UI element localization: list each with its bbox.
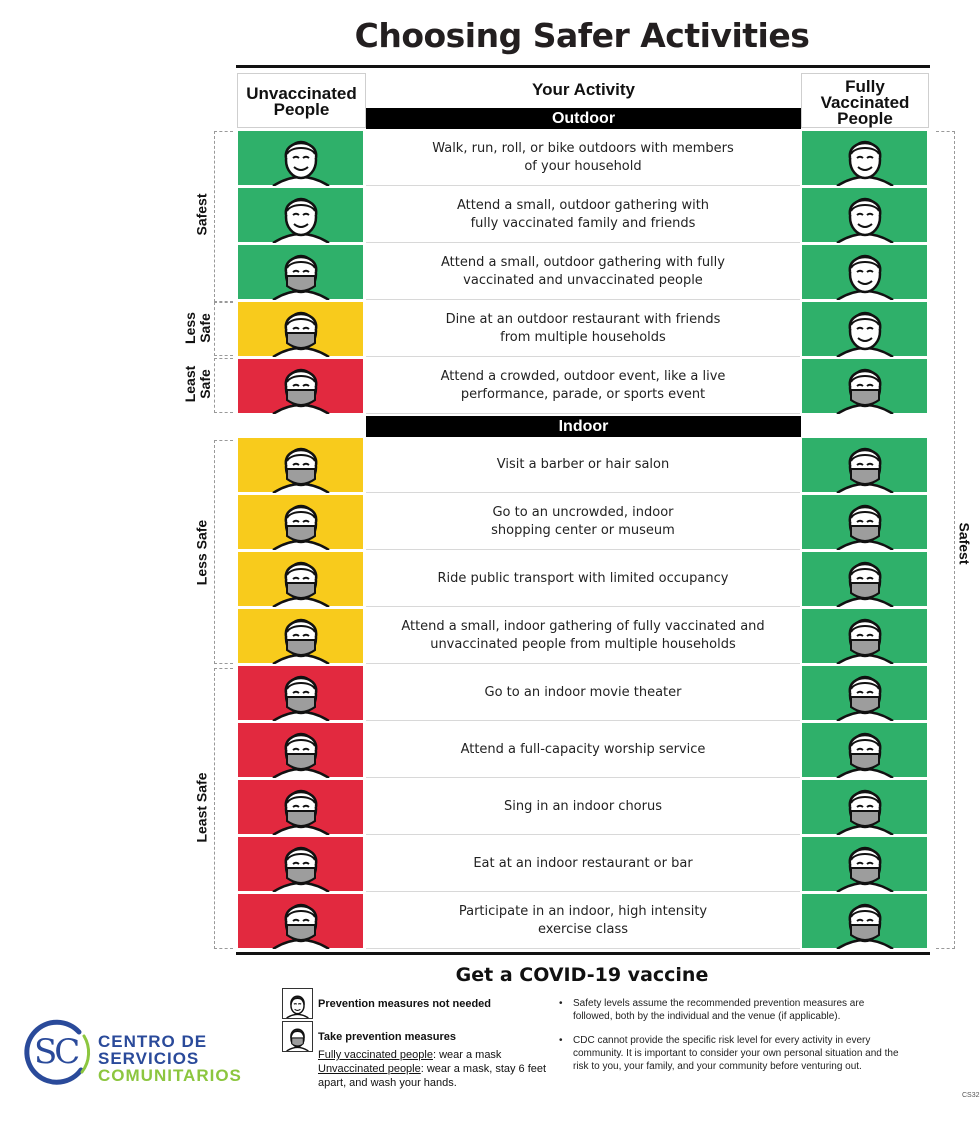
masked-face-icon (271, 555, 331, 607)
logo-line-2: SERVICIOS (98, 1049, 200, 1068)
table-row (237, 301, 928, 358)
activity-line: Attend a small, outdoor gathering with fully (441, 254, 725, 270)
face-wrapper (271, 726, 331, 782)
activity-lines (438, 570, 729, 588)
legend-fully-vaccinated-text: : wear a mask (432, 1049, 502, 1061)
masked-face-icon (835, 840, 895, 892)
bracket-less-safe-outdoor (214, 302, 233, 356)
unvaccinated-risk-cell (237, 722, 364, 778)
vaccinated-risk-cell (801, 494, 928, 550)
table-row (237, 836, 928, 893)
note-1: Safety levels assume the recommended prevention measures are followed, both by the individual and the venue (if applicable). (573, 998, 865, 1022)
activity-line: performance, parade, or sports event (460, 386, 706, 402)
table-row (237, 187, 928, 244)
masked-face-icon (271, 498, 331, 550)
activity-lines (441, 368, 726, 404)
activity-text (366, 244, 800, 300)
bracket-least-safe-outdoor (214, 358, 233, 413)
activity-text (366, 893, 800, 949)
activity-line: unvaccinated people from multiple households (430, 636, 736, 652)
legend-unvaccinated-label: Unvaccinated people (318, 1063, 421, 1075)
face-icon (835, 134, 895, 186)
vaccinated-risk-cell (801, 836, 928, 892)
activity-lines (473, 855, 692, 873)
face-wrapper (835, 191, 895, 247)
vaccinated-risk-cell (801, 301, 928, 357)
unvaccinated-risk-cell (237, 301, 364, 357)
vaccine-cta: Get a COVID-19 vaccine (455, 964, 709, 986)
face-wrapper (835, 248, 895, 304)
activity-line: Participate in an indoor, high intensity (458, 903, 708, 919)
face-wrapper (835, 134, 895, 190)
activity-line: Dine at an outdoor restaurant with friends (445, 311, 721, 327)
legend-fully-vaccinated (318, 1048, 558, 1062)
activity-text (366, 494, 800, 550)
masked-face-icon (271, 669, 331, 721)
masked-face-icon (835, 555, 895, 607)
activity-line: shopping center or museum (491, 522, 675, 538)
activity-line: exercise class (537, 921, 629, 937)
header-unvaccinated-line2: People (273, 100, 330, 119)
masked-face-icon (835, 783, 895, 835)
bracket-right-safest (936, 131, 955, 949)
header-vaccinated-line3: People (837, 109, 893, 128)
masked-face-icon (271, 783, 331, 835)
table-row (237, 437, 928, 494)
header-your-activity: Your Activity (532, 80, 635, 99)
face-wrapper (271, 134, 331, 190)
note-2: CDC cannot provide the specific risk level for every activity in every community. It is important to consider your own personal situation and the risk to you, your family, and your community before venturing out. (573, 1035, 899, 1072)
table-row (237, 358, 928, 415)
vaccinated-risk-cell (801, 779, 928, 835)
unvaccinated-risk-cell (237, 608, 364, 664)
vaccinated-risk-cell (801, 722, 928, 778)
unvaccinated-risk-cell (237, 358, 364, 414)
masked-face-icon (835, 669, 895, 721)
masked-face-icon (835, 498, 895, 550)
masked-face-icon (271, 726, 331, 778)
title-rule (236, 65, 930, 68)
legend-take-measures: Take prevention measures (318, 1031, 456, 1043)
activity-line: Eat at an indoor restaurant or bar (473, 855, 693, 871)
section-indoor: Indoor (366, 416, 801, 437)
vaccinated-risk-cell (801, 893, 928, 949)
table-row (237, 130, 928, 187)
face-wrapper (835, 555, 895, 611)
masked-face-icon (835, 612, 895, 664)
face-wrapper (271, 612, 331, 668)
activity-lines (446, 311, 721, 347)
activity-line: Visit a barber or hair salon (496, 456, 670, 472)
side-label-less-safe-outdoor (183, 298, 213, 358)
masked-face-icon (271, 441, 331, 493)
unvaccinated-risk-cell (237, 551, 364, 607)
note-bullet-2: • (559, 1035, 563, 1046)
activity-line: Attend a crowded, outdoor event, like a live (440, 368, 726, 384)
table-row (237, 893, 928, 950)
activity-text (366, 130, 800, 186)
activity-text (366, 437, 800, 493)
section-outdoor: Outdoor (366, 108, 801, 129)
legend-no-measures: Prevention measures not needed (318, 998, 491, 1010)
logo-initials: SC (34, 1032, 78, 1072)
table-row (237, 608, 928, 665)
masked-face-icon (835, 726, 895, 778)
activity-line: Ride public transport with limited occupancy (437, 570, 729, 586)
activity-lines (441, 254, 725, 290)
unvaccinated-risk-cell (237, 893, 364, 949)
face-wrapper (271, 783, 331, 839)
face-wrapper (835, 783, 895, 839)
face-icon (271, 191, 331, 243)
unvaccinated-risk-cell (237, 244, 364, 300)
masked-face-icon (835, 441, 895, 493)
face-wrapper (835, 612, 895, 668)
face-wrapper (835, 362, 895, 418)
page-title: Choosing Safer Activities (354, 16, 810, 55)
vaccinated-risk-cell (801, 608, 928, 664)
vaccinated-risk-cell (801, 358, 928, 414)
unvaccinated-risk-cell (237, 665, 364, 721)
face-icon-svg (283, 989, 312, 1018)
vaccinated-risk-cell (801, 551, 928, 607)
activity-lines (459, 903, 707, 939)
face-wrapper (271, 498, 331, 554)
activity-text (366, 551, 800, 607)
face-wrapper (835, 498, 895, 554)
face-wrapper (271, 191, 331, 247)
activity-line: Go to an uncrowded, indoor (492, 504, 674, 520)
masked-face-icon (835, 897, 895, 949)
unvaccinated-risk-cell (237, 779, 364, 835)
side-label-least-safe-outdoor (183, 354, 213, 414)
face-icon (835, 305, 895, 357)
header-unvaccinated-line1: Unvaccinated (246, 84, 357, 103)
table-row (237, 779, 928, 836)
side-label-safest: Safest (193, 193, 210, 236)
face-icon (835, 191, 895, 243)
activity-text (366, 301, 800, 357)
face-wrapper (271, 305, 331, 361)
less-safe-line2: Safe (197, 313, 213, 343)
face-wrapper (835, 897, 895, 953)
activity-lines (497, 456, 670, 474)
logo-line-3: COMUNITARIOS (98, 1066, 242, 1085)
mask-icon (282, 1021, 313, 1052)
activity-text (366, 358, 800, 414)
activity-text (366, 665, 800, 721)
activity-line: Attend a small, indoor gathering of fully vaccinated and (401, 618, 765, 634)
face-wrapper (271, 840, 331, 896)
activity-lines (485, 684, 682, 702)
face-wrapper (271, 897, 331, 953)
mask-icon-svg (283, 1022, 312, 1051)
vaccinated-risk-cell (801, 244, 928, 300)
activity-text (366, 187, 800, 243)
activity-line: from multiple households (500, 329, 666, 345)
activity-text (366, 779, 800, 835)
unvaccinated-risk-cell (237, 494, 364, 550)
masked-face-icon (271, 897, 331, 949)
activity-line: Go to an indoor movie theater (484, 684, 682, 700)
face-wrapper (835, 726, 895, 782)
least-safe-line1: Least (182, 365, 198, 403)
table-row (237, 722, 928, 779)
vaccinated-risk-cell (801, 665, 928, 721)
header-fully-vaccinated (801, 79, 929, 127)
legend-fully-vaccinated-label: Fully vaccinated people (318, 1049, 433, 1061)
vaccinated-risk-cell (801, 130, 928, 186)
masked-face-icon (271, 305, 331, 357)
activity-lines (457, 197, 709, 233)
table-row (237, 494, 928, 551)
masked-face-icon (835, 362, 895, 414)
table-bottom-rule (236, 952, 930, 955)
face-wrapper (271, 362, 331, 418)
unvaccinated-risk-cell (237, 836, 364, 892)
vaccinated-risk-cell (801, 437, 928, 493)
least-safe-line2: Safe (197, 369, 213, 399)
header-vaccinated-line2: Vaccinated (820, 93, 910, 112)
table-row (237, 244, 928, 301)
unvaccinated-risk-cell (237, 130, 364, 186)
side-label-less-safe-indoor: Less Safe (193, 519, 210, 586)
table-row (237, 665, 928, 722)
face-wrapper (835, 840, 895, 896)
activity-lines (504, 798, 662, 816)
face-wrapper (271, 441, 331, 497)
activity-line: Attend a small, outdoor gathering with (456, 197, 710, 213)
activity-line: fully vaccinated family and friends (470, 215, 696, 231)
organization-logo (22, 1018, 92, 1088)
activity-lines (491, 504, 675, 540)
masked-face-icon (271, 362, 331, 414)
note-bullet-1: • (559, 998, 563, 1009)
activity-line: Attend a full-capacity worship service (460, 741, 706, 757)
masked-face-icon (271, 248, 331, 300)
masked-face-icon (271, 612, 331, 664)
activity-text (366, 836, 800, 892)
face-wrapper (835, 441, 895, 497)
activity-lines (432, 140, 734, 176)
masked-face-icon (271, 840, 331, 892)
activity-lines (461, 741, 706, 759)
unvaccinated-risk-cell (237, 187, 364, 243)
face-wrapper (271, 555, 331, 611)
vaccinated-risk-cell (801, 187, 928, 243)
activity-line: Walk, run, roll, or bike outdoors with members (432, 140, 734, 156)
face-wrapper (271, 248, 331, 304)
face-icon (835, 248, 895, 300)
legend-unvaccinated (318, 1062, 558, 1090)
face-icon (282, 988, 313, 1019)
activity-text (366, 608, 800, 664)
header-vaccinated-line1: Fully (845, 77, 885, 96)
bracket-safest (214, 131, 233, 302)
less-safe-line1: Less (182, 312, 198, 344)
bracket-least-safe-indoor (214, 668, 233, 949)
bracket-less-safe-indoor (214, 440, 233, 664)
face-wrapper (835, 305, 895, 361)
activity-lines (401, 618, 764, 654)
document-code: CS32 (962, 1092, 980, 1099)
face-wrapper (835, 669, 895, 725)
unvaccinated-risk-cell (237, 437, 364, 493)
activity-text (366, 722, 800, 778)
activity-line: Sing in an indoor chorus (504, 798, 662, 814)
logo-line-1: CENTRO DE (98, 1032, 208, 1051)
face-wrapper (271, 669, 331, 725)
side-label-least-safe-indoor: Least Safe (193, 772, 210, 843)
side-label-right-safest: Safest (956, 522, 973, 565)
activity-line: vaccinated and unvaccinated people (463, 272, 703, 288)
legend-unvaccinated-text: : wear a mask, stay 6 feet apart, and wash your hands. (318, 1063, 547, 1089)
header-unvaccinated (237, 86, 366, 118)
activity-line: of your household (524, 158, 642, 174)
table-row (237, 551, 928, 608)
face-icon (271, 134, 331, 186)
